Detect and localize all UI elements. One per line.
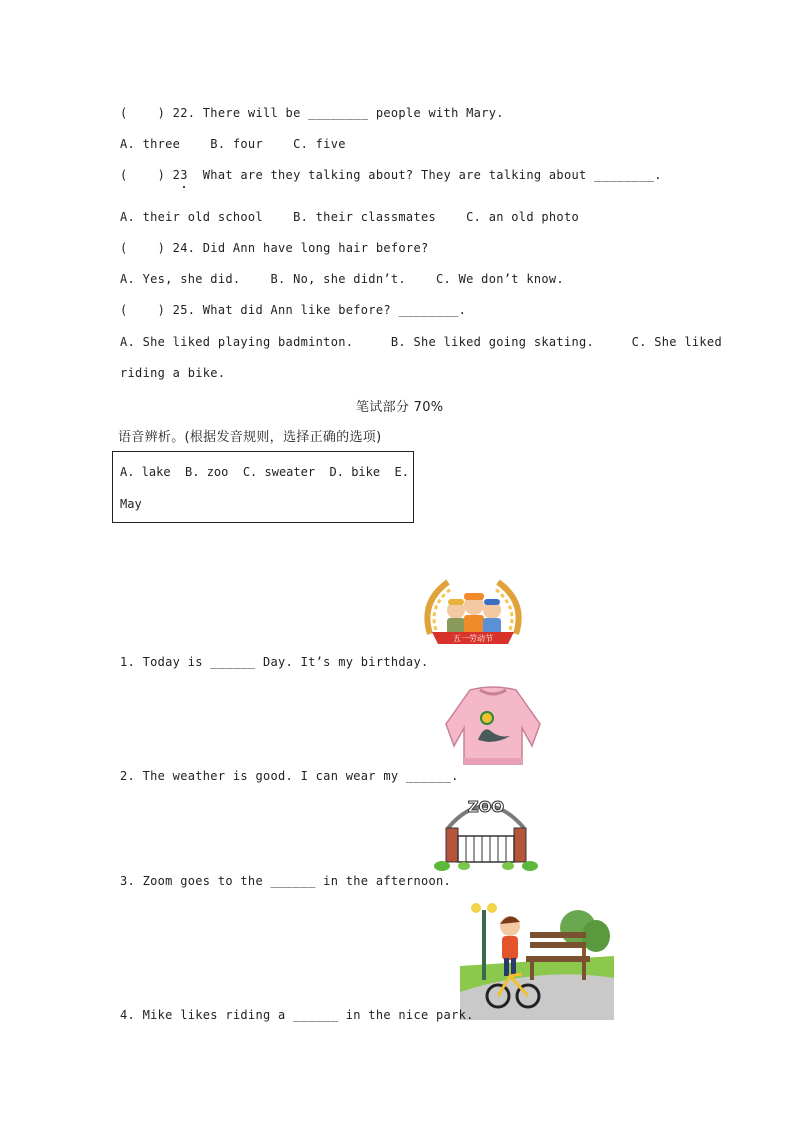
word-box-line2: May	[120, 497, 142, 511]
sentence-3: 3. Zoom goes to the ______ in the afternoon.	[120, 874, 452, 888]
question-25-options-cont: riding a bike.	[120, 366, 226, 380]
zoo-gate-illustration	[434, 790, 538, 874]
sentence-2: 2. The weather is good. I can wear my ______.	[120, 769, 459, 783]
sweater-illustration	[440, 684, 546, 770]
word-box-line1: A. lake B. zoo C. sweater D. bike E.	[120, 465, 409, 479]
zoo-sign-text: ZOO	[467, 798, 505, 816]
sentence-4: 4. Mike likes riding a ______ in the nice park.	[120, 1008, 474, 1022]
labor-day-illustration	[418, 572, 528, 654]
question-22-stem: ( ) 22. There will be ________ people with Mary.	[120, 106, 504, 120]
written-section-title: 笔试部分 70%	[356, 400, 444, 415]
question-25-options: A. She liked playing badminton. B. She liked going skating. C. She liked	[120, 335, 722, 349]
question-24-options: A. Yes, she did. B. No, she didn’t. C. We don’t know.	[120, 272, 564, 286]
question-24-stem: ( ) 24. Did Ann have long hair before?	[120, 241, 429, 255]
sentence-1: 1. Today is ______ Day. It’s my birthday.	[120, 655, 429, 669]
stray-dot	[183, 186, 185, 188]
word-box	[112, 451, 414, 523]
bike-park-illustration	[460, 896, 614, 1020]
question-23-options: A. their old school B. their classmates C. an old photo	[120, 210, 580, 224]
labor-day-banner-text: 五一劳动节	[453, 634, 493, 643]
question-23-stem: ( ) 23 What are they talking about? They are talking about ________.	[120, 168, 662, 182]
question-22-options: A. three B. four C. five	[120, 137, 346, 151]
question-25-stem: ( ) 25. What did Ann like before? ________.	[120, 303, 467, 317]
phonics-instruction: 语音辨析。(根据发音规则，选择正确的选项)	[118, 430, 382, 445]
